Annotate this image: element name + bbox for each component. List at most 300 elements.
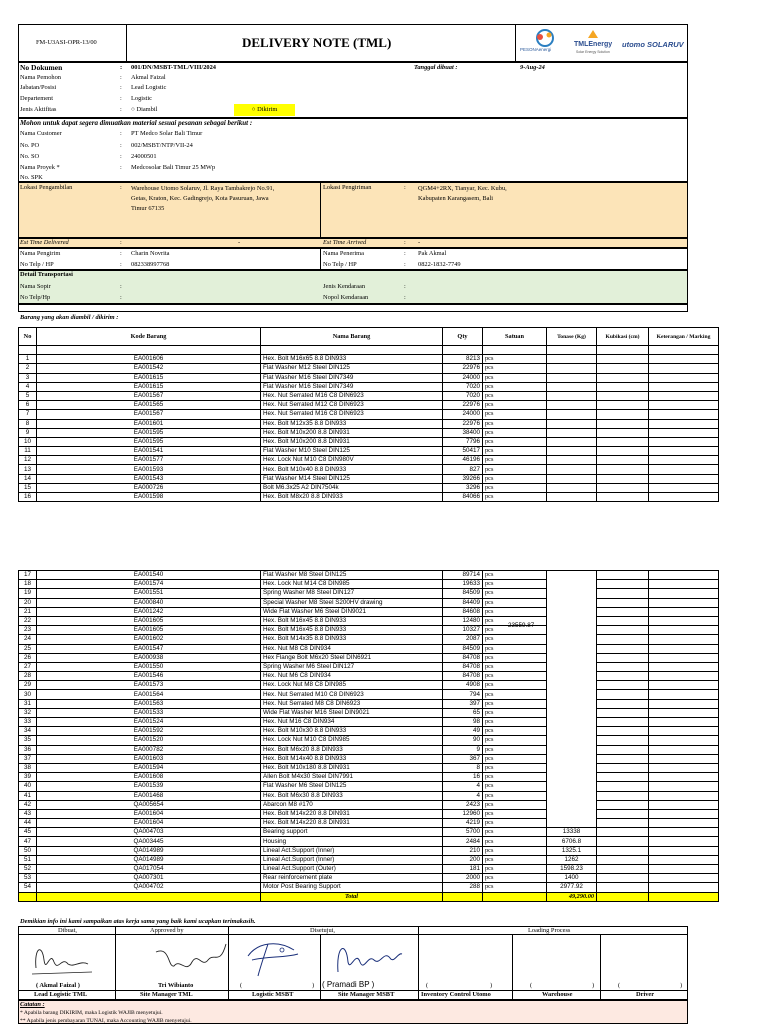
- pickup-label: Lokasi Pengambilan: [20, 184, 73, 191]
- cell-tonase: [547, 373, 597, 382]
- radio-diambil[interactable]: ○ Diambil: [131, 106, 158, 113]
- cell-tonase: [547, 391, 597, 400]
- date-label: Tanggal dibuat :: [414, 64, 458, 71]
- cell-keterangan: [649, 763, 719, 772]
- cell-kubikasi: [597, 474, 649, 483]
- cell-satuan: pcs: [483, 662, 547, 671]
- cell-kode: EA001242: [37, 607, 261, 616]
- sig-role-1: Lead Logistic TML: [34, 991, 88, 998]
- cell-no: 16: [19, 493, 37, 502]
- cell-qty: 827: [443, 465, 483, 474]
- cell-kubikasi: [597, 809, 649, 818]
- cell-qty: 50417: [443, 447, 483, 456]
- cell-satuan: pcs: [483, 401, 547, 410]
- cell-kubikasi: [597, 828, 649, 837]
- cell-kode: EA001595: [37, 428, 261, 437]
- cell-no: 34: [19, 727, 37, 736]
- cell-satuan: pcs: [483, 355, 547, 364]
- cell-no: 38: [19, 763, 37, 772]
- cell-kode: EA001565: [37, 401, 261, 410]
- table-row: [19, 483, 719, 492]
- cell-qty: 181: [443, 865, 483, 874]
- cell-qty: 794: [443, 690, 483, 699]
- cell-satuan: pcs: [483, 465, 547, 474]
- cell-nama: Hex. Bolt M14x40 8.8 DIN933: [261, 754, 443, 763]
- cell-kubikasi: [597, 662, 649, 671]
- col-satuan: Satuan: [483, 328, 547, 346]
- cell-nama: Flat Washer M12 Steel DIN125: [261, 364, 443, 373]
- cell-satuan: pcs: [483, 809, 547, 818]
- table-row: [19, 763, 719, 772]
- cell-keterangan: [649, 681, 719, 690]
- table-row: [19, 401, 719, 410]
- cell-nama: Bolt M6.3x25 A2 DIN7504k: [261, 483, 443, 492]
- cell-kode: EA001567: [37, 410, 261, 419]
- cell-no: 5: [19, 391, 37, 400]
- cell-tonase: [547, 474, 597, 483]
- cell-kode: QA017054: [37, 865, 261, 874]
- cell-keterangan: [649, 708, 719, 717]
- cell-qty: 22976: [443, 401, 483, 410]
- cell-qty: 84509: [443, 644, 483, 653]
- cell-tonase: [547, 428, 597, 437]
- receiver-phone-value: 0822-1832-7749: [418, 261, 461, 268]
- table-row: [19, 580, 719, 589]
- cell-nama: Bearing support: [261, 828, 443, 837]
- cell-kode: EA001520: [37, 736, 261, 745]
- cell-nama: Hex. Lock Nut M14 C8 DIN985: [261, 580, 443, 589]
- cell-nama: Hex. Bolt M14x35 8.8 DIN933: [261, 635, 443, 644]
- cell-nama: Hex. Nut Serrated M16 C8 DIN6923: [261, 391, 443, 400]
- cell-qty: 89714: [443, 571, 483, 580]
- cell-qty: 397: [443, 699, 483, 708]
- cell-nama: Hex. Lock Nut M10 C8 DIN980V: [261, 456, 443, 465]
- cell-kubikasi: [597, 800, 649, 809]
- cell-tonase: 1400: [547, 874, 597, 883]
- cell-no: 52: [19, 865, 37, 874]
- cell-tonase: 1598.23: [547, 865, 597, 874]
- cell-satuan: pcs: [483, 718, 547, 727]
- cell-kode: QA005654: [37, 800, 261, 809]
- cell-kubikasi: [597, 401, 649, 410]
- cell-kubikasi: [597, 672, 649, 681]
- radio-dikirim[interactable]: ○ Dikirim: [234, 104, 295, 116]
- cell-satuan: pcs: [483, 364, 547, 373]
- table-row: [19, 708, 719, 717]
- cell-no: 8: [19, 419, 37, 428]
- cell-tonase: [547, 364, 597, 373]
- cell-nama: Special Washer M8 Steel S200HV drawing: [261, 598, 443, 607]
- receiver-value: Pak Akmal: [418, 250, 447, 257]
- cell-no: 27: [19, 662, 37, 671]
- cell-kubikasi: [597, 483, 649, 492]
- table-row: [19, 837, 719, 846]
- cell-satuan: pcs: [483, 773, 547, 782]
- cell-nama: Hex. Bolt M6x20 8.8 DIN933: [261, 745, 443, 754]
- jenis-label: Jenis Aktifitas: [20, 106, 57, 113]
- cell-kode: EA001601: [37, 419, 261, 428]
- cell-nama: Flat Washer M6 Steel DIN125: [261, 782, 443, 791]
- cell-kubikasi: [597, 846, 649, 855]
- cell-qty: 84409: [443, 598, 483, 607]
- cell-satuan: pcs: [483, 865, 547, 874]
- cell-keterangan: [649, 874, 719, 883]
- cell-kode: EA001602: [37, 635, 261, 644]
- cell-no: 42: [19, 800, 37, 809]
- cell-kubikasi: [597, 681, 649, 690]
- cell-kubikasi: [597, 419, 649, 428]
- col-qty: Qty: [443, 328, 483, 346]
- cell-no: 33: [19, 718, 37, 727]
- spacer-row: [18, 304, 688, 312]
- request-box: [18, 118, 688, 182]
- cell-kode: EA001594: [37, 763, 261, 772]
- cell-keterangan: [649, 773, 719, 782]
- driver-label: Nama Sopir: [20, 283, 51, 290]
- cell-nama: Lineal Act.Support (Outer): [261, 865, 443, 874]
- cell-satuan: pcs: [483, 644, 547, 653]
- items-table-1: [18, 327, 719, 502]
- table-row: [19, 355, 719, 364]
- cell-nama: Hex. Nut Serrated M8 C8 DIN6923: [261, 699, 443, 708]
- cell-qty: 8: [443, 763, 483, 772]
- cell-tonase: [547, 456, 597, 465]
- cell-no: 17: [19, 571, 37, 580]
- cell-kode: EA001605: [37, 616, 261, 625]
- table-row: [19, 855, 719, 864]
- dept-value: Logistic: [131, 95, 152, 102]
- doc-no-value: 001/DN/MSBT-TML/VIII/2024: [131, 64, 216, 71]
- signature-1-icon: [28, 938, 98, 980]
- cell-satuan: pcs: [483, 754, 547, 763]
- cell-kubikasi: [597, 837, 649, 846]
- table-row: [19, 745, 719, 754]
- cell-keterangan: [649, 437, 719, 446]
- cell-tonase: [547, 401, 597, 410]
- sig-col: [600, 934, 601, 1000]
- date-value: 9-Aug-24: [520, 64, 545, 71]
- table-row: [19, 589, 719, 598]
- cell-satuan: pcs: [483, 456, 547, 465]
- table-row: [19, 635, 719, 644]
- cell-qty: 4908: [443, 681, 483, 690]
- sender-label: Nama Pengirim: [20, 250, 61, 257]
- cell-no: 29: [19, 681, 37, 690]
- cell-nama: Spring Washer M8 Steel DIN127: [261, 589, 443, 598]
- sig-role-3: Logistic MSBT: [252, 991, 294, 998]
- cell-kubikasi: [597, 437, 649, 446]
- sig-paren: ): [312, 982, 315, 989]
- cell-keterangan: [649, 727, 719, 736]
- merged-tonase: 23559.87: [508, 622, 535, 629]
- cell-kode: EA001563: [37, 699, 261, 708]
- cell-kode: EA000726: [37, 483, 261, 492]
- cell-satuan: pcs: [483, 437, 547, 446]
- cell-nama: Hex. Bolt M8x20 8.8 DIN933: [261, 493, 443, 502]
- notes-line-2: ** Apabila jenis pembayaran TUNAI, maka Accounting WAJIB menyetujui.: [20, 1018, 192, 1024]
- cell-no: 50: [19, 846, 37, 855]
- cell-satuan: pcs: [483, 635, 547, 644]
- cell-kode: EA001551: [37, 589, 261, 598]
- page-title: DELIVERY NOTE (TML): [242, 35, 392, 50]
- cell-nama: Wide Flat Washer M16 Steel DIN9021: [261, 708, 443, 717]
- sig-role-2: Site Manager TML: [140, 991, 193, 998]
- cell-nama: Hex. Nut Serrated M16 C8 DIN6923: [261, 410, 443, 419]
- cell-nama: Hex. Nut M8 C8 DIN934: [261, 644, 443, 653]
- cell-keterangan: [649, 382, 719, 391]
- table-row: [19, 782, 719, 791]
- cell-satuan: pcs: [483, 474, 547, 483]
- cell-satuan: pcs: [483, 571, 547, 580]
- sig-paren: ): [680, 982, 683, 989]
- cell-no: 43: [19, 809, 37, 818]
- cell-keterangan: [649, 855, 719, 864]
- sig-paren: (: [426, 982, 429, 989]
- cell-qty: 7020: [443, 391, 483, 400]
- pickup-value: Warehouse Utomo Solaruv, Jl. Raya Tambakrejo No.91, Getas, Kraton, Kec. Gadingrejo, Kota Pasuruan, Jawa Timur 67135: [131, 185, 275, 212]
- cell-qty: 12480: [443, 616, 483, 625]
- est-delivered-value: -: [238, 239, 241, 246]
- cell-kubikasi: [597, 653, 649, 662]
- table-row: [19, 819, 719, 828]
- cell-kubikasi: [597, 447, 649, 456]
- cell-kubikasi: [597, 865, 649, 874]
- so-value: 24000501: [131, 153, 157, 160]
- cell-nama: Housing: [261, 837, 443, 846]
- cell-satuan: pcs: [483, 589, 547, 598]
- cell-no: 47: [19, 837, 37, 846]
- cell-kubikasi: [597, 855, 649, 864]
- cell-no: 21: [19, 607, 37, 616]
- cell-no: 44: [19, 819, 37, 828]
- cell-qty: 200: [443, 855, 483, 864]
- cell-no: 31: [19, 699, 37, 708]
- customer-value: PT Medco Solar Bali Timur: [131, 130, 203, 137]
- table-row: [19, 883, 719, 892]
- cell-satuan: pcs: [483, 598, 547, 607]
- cell-qty: 4219: [443, 819, 483, 828]
- cell-nama: Wide Flat Washer M6 Steel DIN9021: [261, 607, 443, 616]
- table-row: [19, 874, 719, 883]
- cell-satuan: pcs: [483, 782, 547, 791]
- cell-nama: Flat Washer M8 Steel DIN125: [261, 571, 443, 580]
- cell-qty: 288: [443, 883, 483, 892]
- cell-tonase: 1325.1: [547, 846, 597, 855]
- cell-qty: 19633: [443, 580, 483, 589]
- sig-col: [320, 934, 321, 1000]
- cell-kode: EA001615: [37, 373, 261, 382]
- cell-kode: EA001567: [37, 391, 261, 400]
- cell-keterangan: [649, 493, 719, 502]
- cell-satuan: pcs: [483, 837, 547, 846]
- cell-no: 51: [19, 855, 37, 864]
- cell-keterangan: [649, 883, 719, 892]
- cell-qty: 84708: [443, 662, 483, 671]
- table-row: [19, 653, 719, 662]
- logo-tml-sub: Solar Energy Solution: [576, 50, 610, 54]
- table-row: [19, 809, 719, 818]
- receiver-phone-label: No Telp / HP: [323, 261, 357, 268]
- table-row: [19, 699, 719, 708]
- table-row: [19, 754, 719, 763]
- cell-keterangan: [649, 736, 719, 745]
- cell-no: 39: [19, 773, 37, 782]
- cell-satuan: pcs: [483, 626, 547, 635]
- table-row: [19, 672, 719, 681]
- cell-qty: 2484: [443, 837, 483, 846]
- cell-kubikasi: [597, 493, 649, 502]
- cell-kode: EA001604: [37, 819, 261, 828]
- table-row: [19, 456, 719, 465]
- sig-paren: (: [530, 982, 533, 989]
- doc-no-label: No Dokumen: [20, 63, 63, 72]
- cell-keterangan: [649, 846, 719, 855]
- cell-no: 14: [19, 474, 37, 483]
- cell-nama: Hex. Nut Serrated M10 C8 DIN6923: [261, 690, 443, 699]
- cell-kode: EA001468: [37, 791, 261, 800]
- cell-satuan: pcs: [483, 493, 547, 502]
- cell-keterangan: [649, 865, 719, 874]
- sender-value: Charin Novrita: [131, 250, 170, 257]
- sig-paren: (: [240, 982, 243, 989]
- cell-nama: Hex. Lock Nut M10 C8 DIN985: [261, 736, 443, 745]
- est-arrived-label: Est Time Arrived: [323, 239, 367, 246]
- cell-kubikasi: [597, 465, 649, 474]
- table-row: [19, 865, 719, 874]
- cell-keterangan: [649, 483, 719, 492]
- total-value: 49,290.00: [547, 892, 597, 901]
- cell-kode: EA001574: [37, 580, 261, 589]
- sig-paren: ): [592, 982, 595, 989]
- cell-no: 36: [19, 745, 37, 754]
- cell-tonase: 13338: [547, 828, 597, 837]
- cell-kubikasi: [597, 626, 649, 635]
- cell-satuan: pcs: [483, 672, 547, 681]
- cell-kubikasi: [597, 607, 649, 616]
- cell-satuan: pcs: [483, 846, 547, 855]
- est-arrived-value: -: [418, 239, 421, 246]
- cell-nama: Spring Washer M6 Steel DIN127: [261, 662, 443, 671]
- header-divider: [515, 24, 516, 62]
- sig-name-1: ( Akmal Faizal ): [36, 982, 80, 989]
- sig-paren: ): [490, 982, 493, 989]
- cell-tonase: [547, 382, 597, 391]
- cell-keterangan: [649, 355, 719, 364]
- cell-no: 4: [19, 382, 37, 391]
- cell-qty: 98: [443, 718, 483, 727]
- sig-col: [512, 934, 513, 1000]
- cell-keterangan: [649, 391, 719, 400]
- cell-satuan: pcs: [483, 391, 547, 400]
- cell-satuan: pcs: [483, 828, 547, 837]
- cell-satuan: pcs: [483, 690, 547, 699]
- cell-keterangan: [649, 474, 719, 483]
- cell-no: 15: [19, 483, 37, 492]
- sig-dibuat: Dibuat,: [58, 927, 77, 934]
- header-divider: [126, 24, 127, 62]
- pesona-logo-icon: [528, 28, 562, 48]
- cell-no: 18: [19, 580, 37, 589]
- cell-kode: QA007301: [37, 874, 261, 883]
- cell-kubikasi: [597, 382, 649, 391]
- cell-satuan: pcs: [483, 763, 547, 772]
- cell-no: 45: [19, 828, 37, 837]
- cell-kode: EA001595: [37, 437, 261, 446]
- jabatan-value: Lead Logistic: [131, 84, 167, 91]
- cell-keterangan: [649, 662, 719, 671]
- cell-kode: EA001608: [37, 773, 261, 782]
- cell-nama: Flat Washer M14 Steel DIN125: [261, 474, 443, 483]
- cell-keterangan: [649, 364, 719, 373]
- cell-qty: 16: [443, 773, 483, 782]
- table-row: [19, 828, 719, 837]
- cell-keterangan: [649, 791, 719, 800]
- cell-qty: 7020: [443, 382, 483, 391]
- cell-satuan: pcs: [483, 819, 547, 828]
- cell-keterangan: [649, 410, 719, 419]
- cell-kubikasi: [597, 791, 649, 800]
- table-row: [19, 410, 719, 419]
- transport-heading: Detail Transportasi: [20, 271, 73, 278]
- cell-satuan: pcs: [483, 708, 547, 717]
- cell-no: 41: [19, 791, 37, 800]
- cell-qty: 367: [443, 754, 483, 763]
- sender-phone-label: No Telp / HP: [20, 261, 54, 268]
- table-row: [19, 727, 719, 736]
- table-row: [19, 419, 719, 428]
- notes-line-1: * Apabila barang DIKIRIM, maka Logistik WAJIB menyetujui.: [20, 1010, 163, 1016]
- sig-role-4: Site Manager MSBT: [338, 991, 395, 998]
- cell-nama: Abarcon M8 #170: [261, 800, 443, 809]
- cell-nama: Hex. Bolt M16x45 8.8 DIN933: [261, 616, 443, 625]
- cell-nama: Hex. Bolt M10x30 8.8 DIN933: [261, 727, 443, 736]
- cell-nama: Hex. Bolt M10x180 8.8 DIN931: [261, 763, 443, 772]
- cell-kubikasi: [597, 644, 649, 653]
- sig-line: [18, 934, 688, 935]
- cell-no: 26: [19, 653, 37, 662]
- cell-nama: Hex. Nut M6 C8 DIN934: [261, 672, 443, 681]
- table-row: [19, 437, 719, 446]
- closing-text: Demikian info ini kami sampaikan atas kerja sama yang baik kami ucapkan terimakasih.: [20, 918, 256, 925]
- cell-no: 22: [19, 616, 37, 625]
- cell-qty: 24000: [443, 410, 483, 419]
- cell-nama: Flat Washer M16 Steel DIN7349: [261, 382, 443, 391]
- cell-no: 1: [19, 355, 37, 364]
- cell-tonase-merged: [547, 571, 597, 828]
- cell-kubikasi: [597, 635, 649, 644]
- cell-satuan: pcs: [483, 653, 547, 662]
- cell-keterangan: [649, 428, 719, 437]
- cell-qty: 90: [443, 736, 483, 745]
- cell-nama: Rear reinforcement plate: [261, 874, 443, 883]
- cell-qty: 4: [443, 791, 483, 800]
- cell-tonase: [547, 437, 597, 446]
- cell-qty: 49: [443, 727, 483, 736]
- est-delivered-label: Est Time Delivered: [20, 239, 69, 246]
- table-row: [19, 364, 719, 373]
- cell-nama: Hex. Bolt M12x35 8.8 DIN933: [261, 419, 443, 428]
- cell-satuan: pcs: [483, 373, 547, 382]
- cell-satuan: pcs: [483, 382, 547, 391]
- cell-no: 40: [19, 782, 37, 791]
- cell-qty: 38400: [443, 428, 483, 437]
- po-label: No. PO: [20, 142, 40, 149]
- table-row: [19, 718, 719, 727]
- cell-tonase: [547, 483, 597, 492]
- cell-kode: EA001550: [37, 662, 261, 671]
- col-kubikasi: Kubikasi (cm): [597, 328, 649, 346]
- items-table-2: [18, 570, 719, 902]
